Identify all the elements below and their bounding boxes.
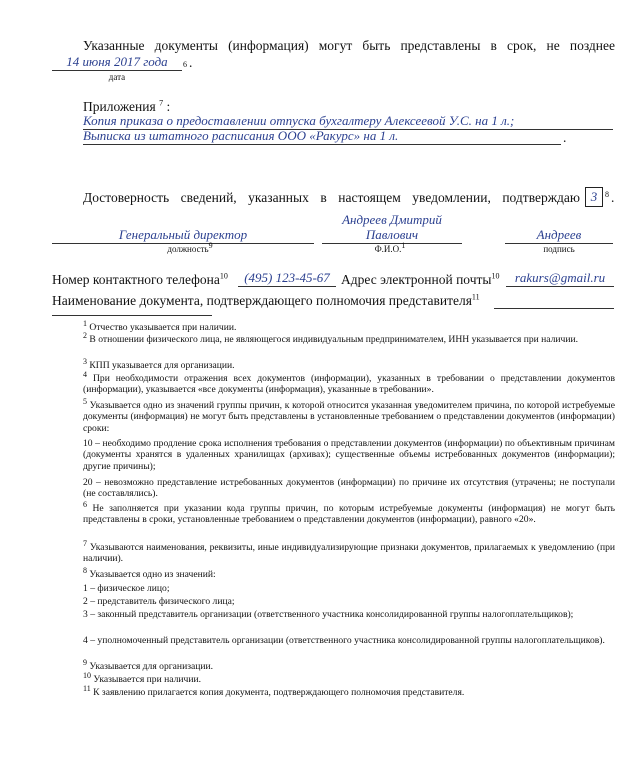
confirmation-code-value: 3 <box>590 189 598 204</box>
attachments-label-row: Приложения $^7$ : <box>83 98 171 114</box>
position-value: Генеральный директор <box>118 227 248 242</box>
footnote-7: $^7$ Указываются наименования, реквизиты, иные индивидуализирующие признаки документов, прилагаемых к уведомлению (при наличии). <box>83 538 616 565</box>
deadline-date-value: 14 июня 2017 года <box>66 54 168 69</box>
phone-label: Номер контактного телефона$^{10}$ <box>52 271 228 287</box>
confirmation-text: Достоверность сведений, указанных в настоящем уведомлении, подтверждаю <box>83 190 580 205</box>
email-field[interactable] <box>506 270 614 287</box>
attachments-label: Приложения <box>83 99 156 114</box>
footnote-8-value-1: 1 – физическое лицо; <box>83 583 170 594</box>
attachments-period: . <box>563 130 567 145</box>
footnote-separator <box>52 315 212 316</box>
confirmation-footnote-mark: 8 <box>605 190 609 199</box>
signature-caption: подпись <box>543 244 575 254</box>
footnote-6: $^6$ Не заполняется при указании кода группы причин, по которым истребуемые документы (информация) не могут быть представлены в сроки, установленные требованием о представлении документов (информации), равного «20». <box>83 499 616 526</box>
footnote-8-value-2: 2 – представитель физического лица; <box>83 596 235 607</box>
confirmation-code-box[interactable] <box>585 187 603 207</box>
deadline-date-field <box>52 54 182 71</box>
email-value: rakurs@gmail.ru <box>514 270 606 285</box>
email-label: Адрес электронной почты$^{10}$ <box>341 271 500 287</box>
deadline-date-caption: дата <box>108 72 126 82</box>
signature-value: Андреев <box>536 227 582 242</box>
phone-field[interactable] <box>238 270 336 287</box>
footnote-10: $^{10}$ Указывается при наличии. <box>83 670 202 685</box>
name-field <box>322 227 462 244</box>
footnote-4: $^4$ При необходимости отражения всех документов (информации), указанных в требовании о представлении документов (информации), указывается «все документы (информация), указанные в требовании». <box>83 369 616 396</box>
deadline-period: . <box>189 55 193 70</box>
phone-value: (495) 123-45-67 <box>244 270 330 285</box>
name-line-1: Андреев Дмитрий <box>342 212 442 227</box>
authority-doc-label: Наименование документа, подтверждающего полномочия представителя$^{11}$ <box>52 292 480 308</box>
footnote-5-code-20: 20 – невозможно представление истребованных документов (информации) по причине их отсутствия (утрачены; не поступали (не составлялись). <box>83 477 615 500</box>
position-caption: должность$^9$ <box>167 241 213 254</box>
authority-doc-field[interactable] <box>494 292 614 309</box>
name-caption: Ф.И.О.$^1$ <box>374 241 406 254</box>
footnote-9: $^9$ Указывается для организации. <box>83 657 214 672</box>
footnote-11: $^{11}$ К заявлению прилагается копия документа, подтверждающего полномочия представителя. <box>83 683 465 698</box>
deadline-text: Указанные документы (информация) могут быть представлены в срок, не позднее <box>83 38 615 53</box>
attachments-footnote-mark: 7 <box>159 98 164 108</box>
footnote-8: $^8$ Указывается одно из значений: <box>83 565 216 580</box>
footnote-3: $^3$ КПП указывается для организации. <box>83 356 235 371</box>
confirmation-period: . <box>611 190 615 205</box>
footnote-8-value-3: 3 – законный представитель организации (ответственного участника консолидированной группы налогоплательщиков); <box>83 609 574 620</box>
footnote-8-value-4: 4 – уполномоченный представитель организации (ответственного участника консолидированной группы налогоплательщиков). <box>83 635 605 646</box>
footnote-1: $^1$ Отчество указывается при наличии. <box>83 318 237 333</box>
attachment-line-1: Копия приказа о предоставлении отпуска бухгалтеру Алексеевой У.С. на 1 л.; <box>83 113 613 130</box>
signature-field <box>505 227 613 244</box>
footnote-5: $^5$ Указывается одно из значений группы причин, к которой относится указанная уведомителем причина, по которой истребуемые документы (информация) не могут быть представлены в установленные требованием о представлении документов (информации) сроки: <box>83 396 615 434</box>
name-line-2: Павлович <box>365 227 419 242</box>
footnote-2: $^2$ В отношении физического лица, не являющегося индивидуальным предпринимателем, ИНН указывается при наличии. <box>83 330 579 345</box>
footnote-5-code-10: 10 – необходимо продление срока исполнения требования о представлении документов (информации) по объективным причинам (документы хранятся в удаленных хранилищах (архивах); существенные объемы истребованных документов (информации); другие причины); <box>83 438 615 472</box>
attachment-line-2: Выписка из штатного расписания ООО «Ракурс» на 1 л. <box>83 128 561 145</box>
position-field <box>52 227 314 244</box>
deadline-date-footnote-mark: 6 <box>183 60 187 69</box>
